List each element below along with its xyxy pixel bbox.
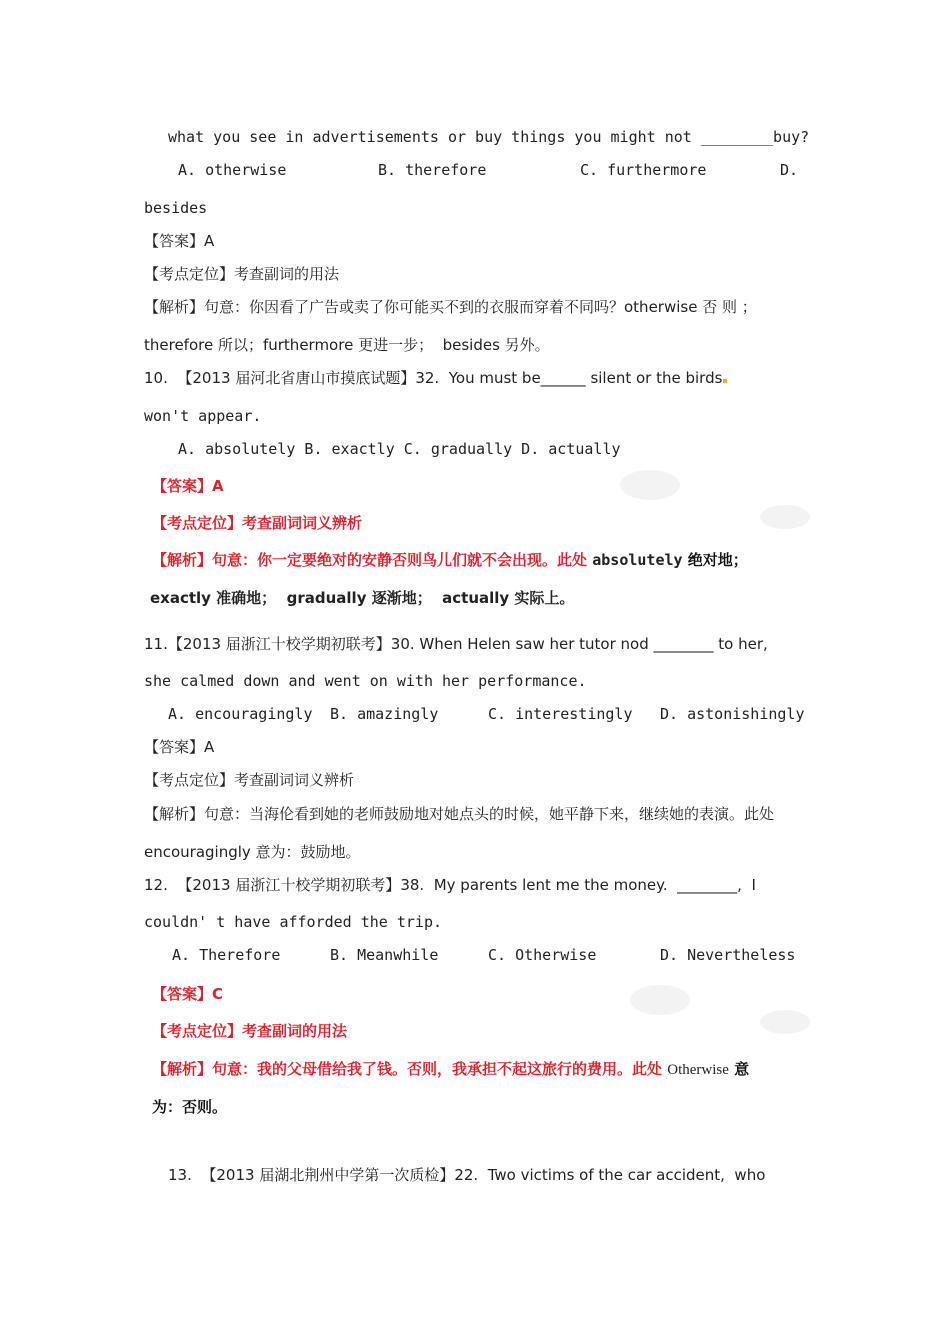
q12-analysis-word: Otherwise	[667, 1062, 729, 1078]
q10-analysis-gloss: 绝对地；	[682, 551, 748, 569]
watermark	[620, 470, 680, 500]
q12-analysis-tail: 意	[728, 1060, 750, 1078]
q10-analysis-words: exactly 准确地； gradually 逐渐地； actually 实际上。	[150, 589, 575, 607]
q12-point: 【考点定位】考查副词的用法	[152, 1022, 348, 1040]
q10-analysis-line1	[152, 550, 748, 570]
q11-stem-line1: 11.【2013 届浙江十校学期初联考】30. When Helen saw her tutor nod ________ to her,	[144, 635, 768, 653]
q10-analysis-line2	[150, 588, 574, 608]
q12-analysis-line1	[152, 1059, 749, 1080]
q11-option-c: C. interestingly	[488, 705, 633, 723]
q11-analysis-line2: encouragingly 意为：鼓励地。	[144, 843, 361, 861]
q11-option-a: A. encouragingly	[168, 705, 313, 723]
q13-stem-line1: 13. 【2013 届湖北荆州中学第一次质检】22. Two victims of the car accident, who	[168, 1166, 766, 1184]
q9-option-c: C. furthermore	[580, 161, 707, 179]
q12-analysis-cn: 【解析】句意：我的父母借给我了钱。否则，我承担不起这旅行的费用。此处	[152, 1060, 668, 1078]
q12-answer: 【答案】C	[152, 985, 224, 1003]
q12-option-c: C. Otherwise	[488, 946, 597, 964]
q10-point: 【考点定位】考查副词词义辨析	[152, 514, 363, 532]
q9-analysis-line1: 【解析】句意：你因看了广告或卖了你可能买不到的衣服而穿着不同吗？otherwise 否 则 ；	[144, 298, 757, 316]
q12-option-b: B. Meanwhile	[330, 946, 439, 964]
watermark	[760, 1010, 810, 1034]
q11-stem-line2: she calmed down and went on with her performance.	[144, 672, 587, 690]
watermark	[630, 985, 690, 1015]
q11-point: 【考点定位】考查副词词义辨析	[144, 771, 355, 789]
q12-analysis-line2	[152, 1097, 227, 1117]
q9-point: 【考点定位】考查副词的用法	[144, 265, 340, 283]
q12-stem-line1: 12. 【2013 届浙江十校学期初联考】38. My parents lent me the money. ________, I	[144, 876, 756, 894]
q9-answer: 【答案】A	[144, 232, 215, 250]
q10-answer: 【答案】A	[152, 477, 224, 495]
q10-analysis-cn: 【解析】句意：你一定要绝对的安静否则鸟儿们就不会出现。此处	[152, 551, 593, 569]
orange-marker	[723, 379, 727, 383]
q12-option-a: A. Therefore	[172, 946, 281, 964]
q9-option-d: D.	[780, 161, 799, 179]
q12-analysis-gloss: 为：否则。	[152, 1098, 228, 1116]
watermark	[760, 505, 810, 529]
q12-option-d: D. Nevertheless	[660, 946, 796, 964]
q10-options: A. absolutely B. exactly C. gradually D. actually	[178, 440, 621, 458]
q10-stem-line1	[144, 368, 727, 388]
q9-analysis-line2: therefore 所以；furthermore 更进一步； besides 另外。	[144, 336, 550, 354]
q9-stem: what you see in advertisements or buy things you might not ________buy?	[168, 128, 810, 146]
q11-answer: 【答案】A	[144, 738, 215, 756]
q12-stem-line2: couldn' t have afforded the trip.	[144, 913, 443, 931]
q10-stem-text: 10. 【2013 届河北省唐山市摸底试题】32. You must be______ silent or the birds	[144, 369, 723, 387]
q9-option-d-text: besides	[144, 199, 208, 217]
q11-option-d: D. astonishingly	[660, 705, 805, 723]
q11-analysis-line1: 【解析】句意：当海伦看到她的老师鼓励地对她点头的时候，她平静下来，继续她的表演。此处	[144, 805, 775, 823]
q10-analysis-word: absolutely	[592, 551, 683, 569]
q11-option-b: B. amazingly	[330, 705, 439, 723]
q9-option-b: B. therefore	[378, 161, 487, 179]
q9-option-a: A. otherwise	[178, 161, 287, 179]
q10-stem-line2: won't appear.	[144, 407, 262, 425]
